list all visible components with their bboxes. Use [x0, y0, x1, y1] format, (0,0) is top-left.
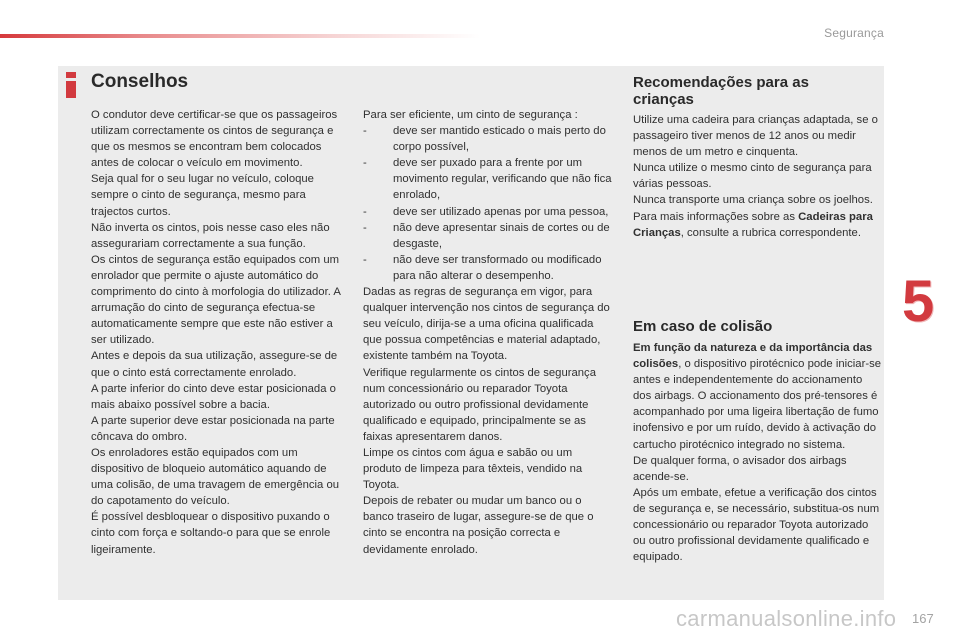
info-icon — [65, 72, 77, 98]
criancas-paragraph: Utilize uma cadeira para crianças adaptada, se o passageiro tiver menos de 12 anos ou medir menos de um metro e cinquenta. — [633, 114, 878, 159]
child-seats-reference: Cadeiras para Crianças — [633, 210, 873, 239]
conselhos-column-1 — [91, 107, 343, 558]
header-accent-bar — [0, 34, 480, 38]
colisao-heading: Em caso de colisão — [633, 318, 773, 335]
conselhos-paragraph: Seja qual for o seu lugar no veículo, coloque sempre o cinto de segurança, mesmo para trajectos curtos. — [91, 173, 314, 218]
list-item: - deve ser puxado para a frente por um movimento regular, verificando que não fica enrolado, — [363, 157, 612, 202]
conselhos-paragraph: Os enroladores estão equipados com um dispositivo de bloqueio automático aquando de uma colisão, de uma travagem de emergência ou do capotamento do veículo. — [91, 446, 340, 508]
conselhos-paragraph: Os cintos de segurança estão equipados com um enrolador que permite o ajuste automático do comprimento do cinto à morfologia do utilizador. A arrumação do cinto de segurança efectua-se automaticamente sempre que este não estiver a ser utilizado. — [91, 253, 341, 347]
chapter-number: 5 — [902, 269, 935, 334]
conselhos-paragraph: Antes e depois da sua utilização, assegure-se de que o cinto está correctamente enrolado. — [91, 350, 338, 379]
list-item: - não deve apresentar sinais de cortes ou de desgaste, — [363, 221, 610, 250]
criancas-paragraph: Nunca utilize o mesmo cinto de segurança para várias pessoas. — [633, 162, 872, 191]
colisao-text — [633, 340, 883, 565]
conselhos-paragraph: Limpe os cintos com água e sabão ou um produto de limpeza para têxteis, vendido na Toyota. — [363, 446, 583, 492]
seatbelt-requirements-list — [363, 123, 613, 284]
watermark: carmanualsonline.info — [676, 606, 897, 631]
page-number: 167 — [912, 611, 934, 626]
criancas-heading: Recomendações para as crianças — [633, 74, 809, 108]
colisao-paragraph: Após um embate, efetue a verificação dos cintos de segurança e, se necessário, substitua-os num concessionário ou reparador Toyota autorizado ou outro profissional devidamente qualificado e equipado. — [633, 486, 880, 564]
colisao-paragraph: De qualquer forma, o avisador dos airbags acende-se. — [633, 454, 847, 483]
conselhos-paragraph: É possível desbloquear o dispositivo puxando o cinto com força e soltando-o para que se enrole ligeiramente. — [91, 511, 331, 556]
list-item: - deve ser mantido esticado o mais perto do corpo possível, — [363, 125, 606, 154]
conselhos-paragraph: A parte inferior do cinto deve estar posicionada o mais abaixo possível sobre a bacia. — [91, 382, 336, 411]
conselhos-paragraph: Não inverta os cintos, pois nesse caso eles não assegurariam correctamente a sua função. — [91, 221, 330, 250]
criancas-text — [633, 112, 883, 241]
colisao-lead: Em função da natureza e da importância das colisões, o dispositivo pirotécnico pode iniciar-se antes e independentemente do accionamento dos airbags. O accionamento dos pré-tensores é acompanhado por uma ligeira libertação de fumo inofensivo e por um ruído, devido à activação do cartucho pirotécnico integrado no sistema. — [633, 342, 882, 451]
conselhos-paragraph: Depois de rebater ou mudar um banco ou o banco traseiro de lugar, assegure-se de que o cinto se encontra na posição correcta e devidamente enrolado. — [363, 495, 594, 556]
col2-intro: Para ser eficiente, um cinto de segurança : — [363, 109, 578, 121]
list-item: - deve ser utilizado apenas por uma pessoa, — [363, 205, 609, 218]
criancas-more-info: Para mais informações sobre as Cadeiras para Crianças, consulte a rubrica correspondente. — [633, 210, 873, 239]
conselhos-column-2 — [363, 107, 613, 558]
list-item: - não deve ser transformado ou modificado para não alterar o desempenho. — [363, 253, 602, 282]
conselhos-paragraph: A parte superior deve estar posicionada na parte côncava do ombro. — [91, 414, 335, 443]
conselhos-heading: Conselhos — [91, 71, 189, 92]
conselhos-paragraph: O condutor deve certificar-se que os passageiros utilizam correctamente os cintos de segurança e que os mesmos se encontram bem colocados antes de colocar o veículo em movimento. — [91, 109, 338, 170]
section-title: Segurança — [824, 26, 884, 40]
criancas-paragraph: Nunca transporte uma criança sobre os joelhos. — [633, 194, 873, 207]
conselhos-paragraph: Verifique regularmente os cintos de segurança num concessionário ou reparador Toyota autorizado ou outro profissional devidamente qualificado e equipado, principalmente se as faixas apresentarem danos. — [363, 366, 596, 443]
conselhos-paragraph: Dadas as regras de segurança em vigor, para qualquer intervenção nos cintos de segurança do seu veículo, dirija-se a uma oficina qualificada que possua competências e material adaptado, existente também na Toyota. — [363, 286, 610, 363]
